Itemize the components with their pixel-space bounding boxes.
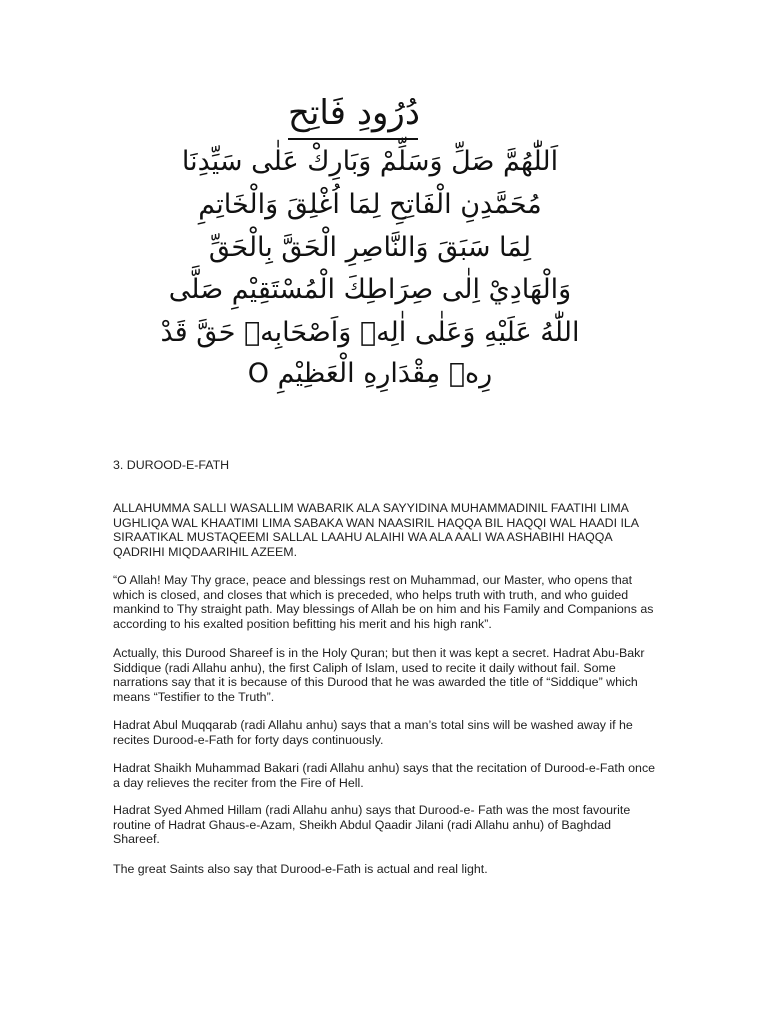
virtue-paragraph-2: Hadrat Shaikh Muhammad Bakari (radi Allahu anhu) says that the recitation of Durood-e-Fath once a day relieves the reciter from the Fire of Hell. bbox=[113, 761, 656, 790]
arabic-title-underline bbox=[288, 138, 418, 140]
virtue-paragraph-3: Hadrat Syed Ahmed Hillam (radi Allahu anhu) says that Durood-e- Fath was the most favourite routine of Hadrat Ghaus-e-Azam, Sheikh Abdul Qaadir Jilani (radi Allahu anhu) of Baghdad Shareef. bbox=[113, 803, 631, 847]
arabic-durood-image bbox=[110, 92, 630, 392]
arabic-line-3: لِمَا سَبَقَ وَالنَّاصِرِ الْحَقَّ بِالْحَقِّ bbox=[208, 232, 532, 263]
section-heading: 3. DUROOD-E-FATH bbox=[113, 458, 230, 472]
arabic-line-4: وَالْهَادِيْ اِلٰى صِرَاطِكَ الْمُسْتَقِيْمِ صَلَّى bbox=[168, 274, 572, 305]
arabic-title: دُرُودِ فَاتِح bbox=[288, 93, 420, 133]
arabic-line-6: رِهٖ مِقْدَارِهِ الْعَظِيْمِ O bbox=[247, 358, 493, 389]
virtue-paragraph-1: Hadrat Abul Muqqarab (radi Allahu anhu) says that a man’s total sins will be washed away if he recites Durood-e-Fath for forty days continuously. bbox=[113, 718, 633, 747]
translation-paragraph: “O Allah! May Thy grace, peace and blessings rest on Muhammad, our Master, who opens that which is closed, and closes that which is preceded, who helps truth with truth, and who guided mankind to Thy straight path. May blessings of Allah be on him and his Family and Companions as according to his exalted position befitting his merit and his high rank”. bbox=[113, 573, 654, 631]
closing-paragraph: The great Saints also say that Durood-e-Fath is actual and real light. bbox=[113, 862, 488, 876]
transliteration-paragraph: ALLAHUMMA SALLI WASALLIM WABARIK ALA SAYYIDINA MUHAMMADINIL FAATIHI LIMA UGHLIQA WAL KHAATIMI LIMA SABAKA WAN NAASIRIL HAQQA BIL HAQQI WAL HAADI ILA SIRAATIKAL MUSTAQEEMI SALLAL LAAHU ALAIHI WA ALA AALI WA ASHABIHI HAQQA QADRIHI MIQDAARIHIL AZEEM. bbox=[113, 501, 639, 559]
arabic-line-5: اللّٰهُ عَلَيْهِ وَعَلٰى اٰلِهٖ وَاَصْحَابِهٖ حَقَّ قَدْ bbox=[160, 317, 580, 348]
history-paragraph: Actually, this Durood Shareef is in the Holy Quran; but then it was kept a secret. Hadrat Abu-Bakr Siddique (radi Allahu anhu), the first Caliph of Islam, used to recite it daily without fail. Some narrations say that it is because of this Durood that he was awarded the title of “Siddique” which means “Testifier to the Truth”. bbox=[113, 646, 645, 704]
arabic-line-1: اَللّٰهُمَّ صَلِّ وَسَلِّمْ وَبَارِكْ عَلٰى سَيِّدِنَا bbox=[181, 146, 559, 177]
arabic-line-2: مُحَمَّدِنِ الْفَاتِحِ لِمَا اُغْلِقَ وَالْخَاتِمِ bbox=[198, 189, 542, 220]
